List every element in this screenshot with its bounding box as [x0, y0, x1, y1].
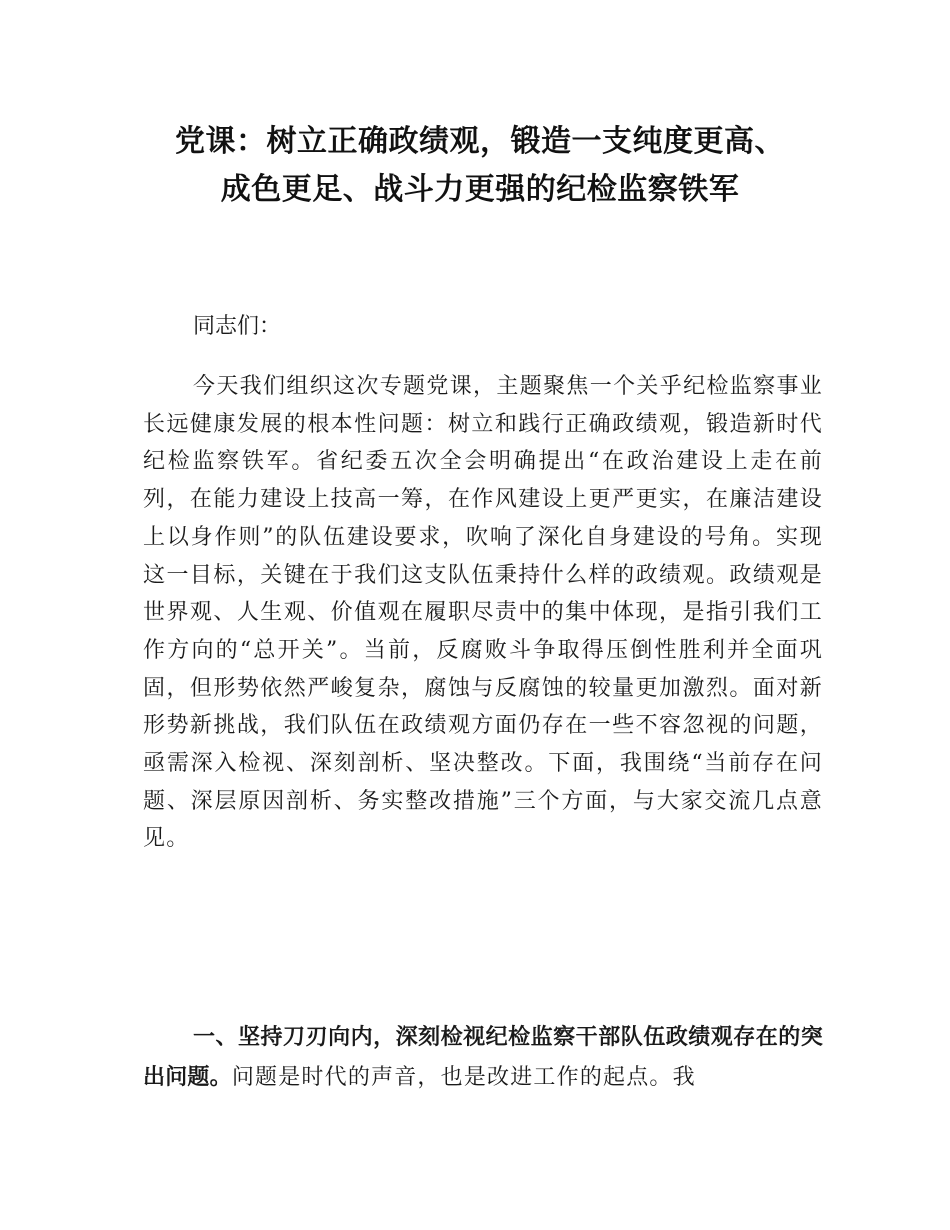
- title-line-1: 党课：树立正确政绩观，锻造一支纯度更高、: [175, 124, 785, 159]
- salutation: 同志们：: [193, 314, 282, 339]
- section-1-heading: 一、坚持刀刃向内，深刻检视纪检监察干部队伍政绩观存在的突出问题。: [143, 1025, 823, 1090]
- section-1-text: 问题是时代的声音，也是改进工作的起点。我: [231, 1065, 696, 1090]
- section-1-paragraph: [143, 1018, 823, 1098]
- title-line-2: 成色更足、战斗力更强的纪检监察铁军: [220, 172, 740, 207]
- document-title: [100, 118, 860, 214]
- intro-paragraph: 今天我们组织这次专题党课，主题聚焦一个关乎纪检监察事业长远健康发展的根本性问题：树立和践行正确政绩观，锻造新时代纪检监察铁军。省纪委五次全会明确提出“在政治建设上走在前列，在能力建设上技高一筹，在作风建设上更严更实，在廉洁建设上以身作则”的队伍建设要求，吹响了深化自身建设的号角。实现这一目标，关键在于我们这支队伍秉持什么样的政绩观。政绩观是世界观、人生观、价值观在履职尽责中的集中体现，是指引我们工作方向的“总开关”。当前，反腐败斗争取得压倒性胜利并全面巩固，但形势依然严峻复杂，腐蚀与反腐蚀的较量更加激烈。面对新形势新挑战，我们队伍在政绩观方面仍存在一些不容忽视的问题，亟需深入检视、深刻剖析、坚决整改。下面，我围绕“当前存在问题、深层原因剖析、务实整改措施”三个方面，与大家交流几点意见。: [143, 374, 823, 852]
